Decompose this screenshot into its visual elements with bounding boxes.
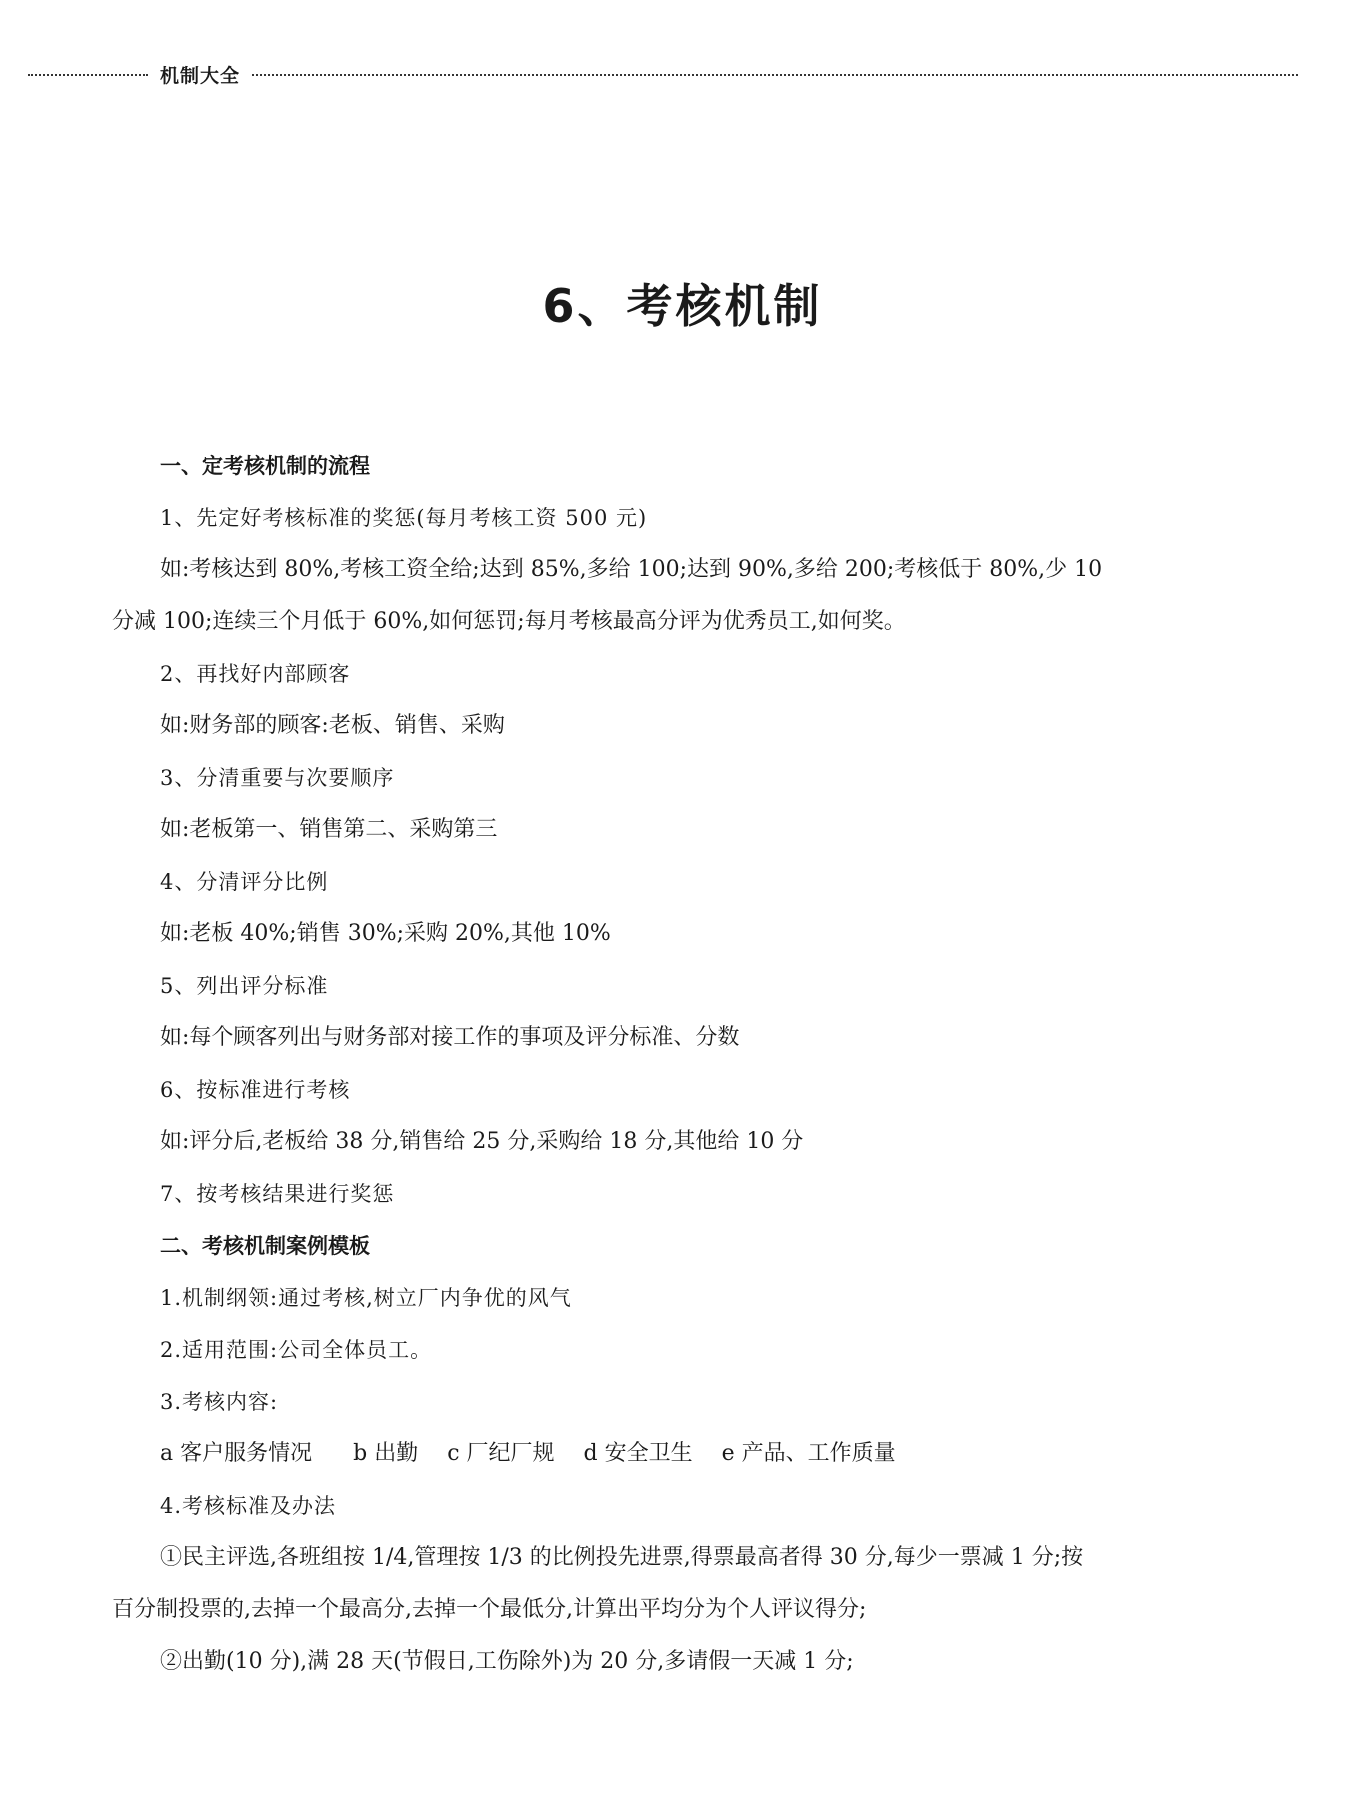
running-title: 机制大全: [160, 64, 241, 87]
step-3: 3、分清重要与次要顺序: [160, 766, 395, 790]
content-item: b 出勤: [353, 1441, 419, 1466]
content-item: d 安全卫生: [583, 1441, 693, 1466]
item-1: 1.机制纲领:通过考核,树立厂内争优的风气: [160, 1286, 572, 1310]
item-4: 4.考核标准及办法: [160, 1494, 337, 1518]
content-item: e 产品、工作质量: [721, 1441, 896, 1466]
content-item: a 客户服务情况: [160, 1441, 313, 1466]
header-dotted-rule-right: [252, 74, 1298, 76]
step-5: 5、列出评分标准: [160, 974, 329, 998]
step-4: 4、分清评分比例: [160, 870, 329, 894]
example-2: 如:财务部的顾客:老板、销售、采购: [160, 713, 505, 738]
rule-1-line-1: ①民主评选,各班组按 1/4,管理按 1/3 的比例投先进票,得票最高者得 30 分,每少一票减 1 分;按: [160, 1545, 1084, 1570]
section-2-heading: 二、考核机制案例模板: [160, 1234, 370, 1258]
document-body: [112, 440, 1237, 1688]
step-1: 1、先定好考核标准的奖惩(每月考核工资 500 元): [160, 506, 648, 530]
item-3: 3.考核内容:: [160, 1390, 279, 1414]
example-4: 如:老板 40%;销售 30%;采购 20%,其他 10%: [160, 921, 611, 946]
rule-2: ②出勤(10 分),满 28 天(节假日,工伤除外)为 20 分,多请假一天减 1 分;: [160, 1649, 854, 1674]
example-3: 如:老板第一、销售第二、采购第三: [160, 817, 498, 842]
step-6: 6、按标准进行考核: [160, 1078, 351, 1102]
example-6: 如:评分后,老板给 38 分,销售给 25 分,采购给 18 分,其他给 10 分: [160, 1129, 804, 1154]
example-5: 如:每个顾客列出与财务部对接工作的事项及评分标准、分数: [160, 1025, 740, 1050]
example-1-line-1: 如:考核达到 80%,考核工资全给;达到 85%,多给 100;达到 90%,多给 200;考核低于 80%,少 10: [160, 557, 1103, 582]
section-1-heading: 一、定考核机制的流程: [160, 454, 370, 478]
page-title: 6、考核机制: [542, 279, 823, 333]
step-7: 7、按考核结果进行奖惩: [160, 1182, 395, 1206]
header-dotted-rule-left: [28, 74, 148, 76]
content-items-list: [112, 1428, 1237, 1480]
example-1-line-2: 分减 100;连续三个月低于 60%,如何惩罚;每月考核最高分评为优秀员工,如何奖。: [112, 609, 906, 634]
content-item: c 厂纪厂规: [447, 1441, 555, 1466]
step-2: 2、再找好内部顾客: [160, 662, 351, 686]
running-header: [28, 62, 1298, 86]
item-2: 2.适用范围:公司全体员工。: [160, 1338, 433, 1362]
rule-1-line-2: 百分制投票的,去掉一个最高分,去掉一个最低分,计算出平均分为个人评议得分;: [112, 1597, 867, 1622]
